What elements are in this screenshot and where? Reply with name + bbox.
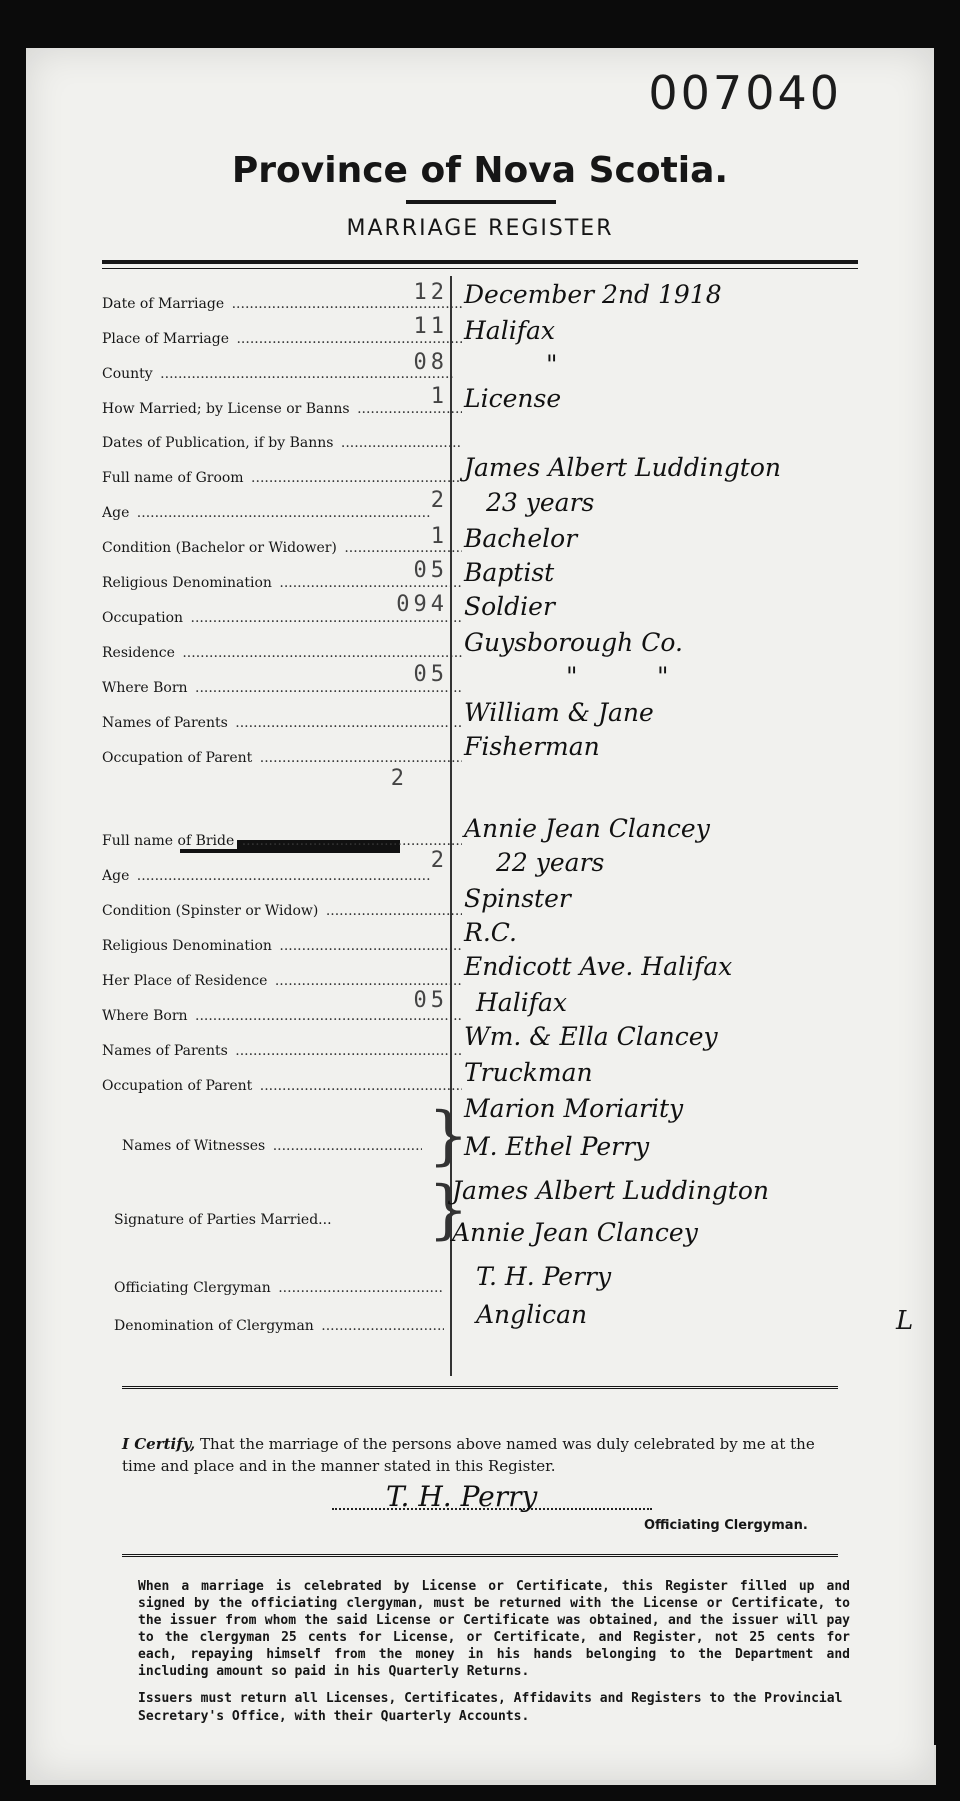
field-value: 23 years <box>486 488 595 517</box>
field-code: 08 <box>413 350 448 375</box>
certify-statement <box>122 1433 838 1477</box>
field-value: Wm. & Ella Clancey <box>464 1022 718 1051</box>
page-subtitle: MARRIAGE REGISTER <box>346 216 614 241</box>
field-label: Age ..... <box>102 505 462 521</box>
field-label: Where Born ..... <box>102 680 462 696</box>
field-label: Condition (Spinster or Widow) ..... <box>102 903 462 919</box>
issuers-note: Issuers must return all Licenses, Certificates, Affidavits and Registers to the Provincial Secretary's Office, with their Quarterly Accounts. <box>138 1691 843 1724</box>
field-code: 2 <box>430 848 448 873</box>
field-code: 05 <box>413 558 448 583</box>
field-label: Religious Denomination ..... <box>102 575 462 591</box>
field-value: December 2nd 1918 <box>464 280 722 309</box>
page-title: Province of Nova Scotia. <box>231 150 729 191</box>
field-code: 05 <box>413 662 448 687</box>
field-label: Residence ..... <box>102 645 462 661</box>
section-rule <box>122 1386 838 1389</box>
bride-signature: Annie Jean Clancey <box>452 1218 698 1247</box>
field-value: License <box>464 384 562 413</box>
field-label: Officiating Clergyman ..... <box>114 1280 444 1296</box>
instructions-note: When a marriage is celebrated by License or Certificate, this Register filled up and signed by the officiating clergyman, must be returned with the License or Certificate, to the issuer from whom the said License or Certificate was obtained, and the issuer will pay to the clergyman 25 cents for License, or Certificate, and Register, not 25 cents for each, repaying himself from the money in his hands belonging to the Department and including amount so paid in his Quarterly Returns. <box>138 1579 850 1679</box>
field-value: Bachelor <box>464 524 578 553</box>
field-label: Occupation of Parent ..... <box>102 1078 462 1094</box>
signature-caption: Officiating Clergyman. <box>644 1518 808 1533</box>
field-label: Place of Marriage ..... <box>102 331 462 347</box>
field-value: William & Jane <box>464 698 654 727</box>
field-value: " <box>546 350 558 379</box>
field-label: Condition (Bachelor or Widower) ..... <box>102 540 462 556</box>
field-label: Names of Parents ..... <box>102 1043 462 1059</box>
field-value: Endicott Ave. Halifax <box>464 952 733 981</box>
field-value: 22 years <box>496 848 605 877</box>
field-label: Names of Parents ..... <box>102 715 462 731</box>
clergy-signature: T. H. Perry <box>386 1480 538 1513</box>
field-code: 094 <box>396 592 448 617</box>
field-value: " " <box>566 662 669 691</box>
field-label: Full name of Bride ..... <box>102 833 462 849</box>
field-label: How Married; by License or Banns ..... <box>102 401 462 417</box>
header-rule-thin <box>102 268 858 269</box>
signatures-label: Signature of Parties Married... <box>114 1212 332 1228</box>
witness-2: M. Ethel Perry <box>464 1132 650 1161</box>
field-value: Halifax <box>476 988 567 1017</box>
groom-signature: James Albert Luddington <box>452 1176 770 1205</box>
field-label: Her Place of Residence ..... <box>102 973 462 989</box>
field-value: Halifax <box>464 316 555 345</box>
field-label: Denomination of Clergyman ..... <box>114 1318 444 1334</box>
document-number: 007040 <box>648 66 842 120</box>
header-rule <box>102 260 858 264</box>
witnesses-label: Names of Witnesses ..... <box>122 1138 422 1154</box>
certify-text: That the marriage of the persons above named was duly celebrated by me at the time and place and in the manner stated in this Register. <box>122 1435 815 1475</box>
field-code: 1 <box>430 524 448 549</box>
field-label: Religious Denomination ..... <box>102 938 462 954</box>
signatures-brace: } <box>428 1173 469 1247</box>
officiating-clergyman: T. H. Perry <box>476 1262 612 1291</box>
title-underline <box>406 200 556 204</box>
field-label: County ..... <box>102 366 462 382</box>
field-code: 1 <box>430 384 448 409</box>
certify-lead: I Certify, <box>122 1435 196 1453</box>
field-value: Fisherman <box>464 732 600 761</box>
witness-1: Marion Moriarity <box>464 1094 684 1123</box>
register-sheet <box>26 48 934 1780</box>
field-value: R.C. <box>464 918 517 947</box>
field-code: 2 <box>430 488 448 513</box>
field-value: Annie Jean Clancey <box>464 814 710 843</box>
field-value: Soldier <box>464 592 555 621</box>
field-value: Spinster <box>464 884 571 913</box>
field-value: Baptist <box>464 558 555 587</box>
field-label: Date of Marriage ..... <box>102 296 462 312</box>
field-label: Full name of Groom ..... <box>102 470 462 486</box>
section-rule <box>122 1554 838 1557</box>
field-code: 12 <box>413 280 448 305</box>
field-code: 2 <box>390 766 408 791</box>
field-label: Where Born ..... <box>102 1008 462 1024</box>
field-label: Occupation ..... <box>102 610 462 626</box>
field-label: Age ..... <box>102 868 462 884</box>
margin-mark: L <box>896 1306 914 1336</box>
field-value: Guysborough Co. <box>464 628 683 657</box>
clergy-denomination: Anglican <box>476 1300 588 1329</box>
witnesses-brace: } <box>428 1099 469 1173</box>
field-label: Dates of Publication, if by Banns ..... <box>102 435 462 451</box>
field-code: 05 <box>413 988 448 1013</box>
field-value: James Albert Luddington <box>464 453 782 482</box>
field-label: Occupation of Parent ..... <box>102 750 462 766</box>
field-value: Truckman <box>464 1058 593 1087</box>
field-code: 11 <box>413 314 448 339</box>
